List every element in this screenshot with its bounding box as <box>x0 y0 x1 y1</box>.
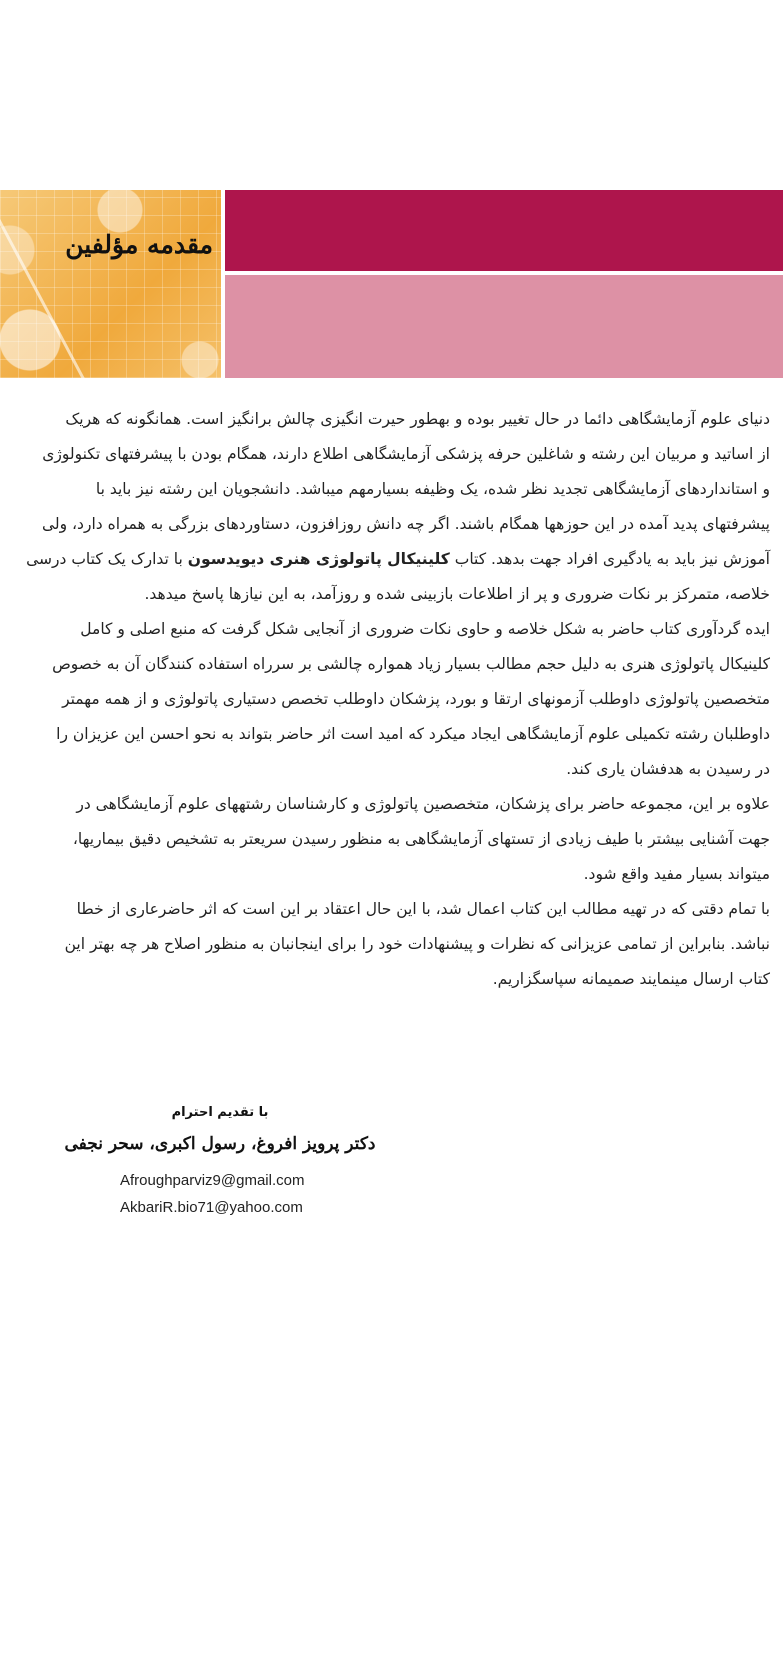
author-email: Afroughparviz9@gmail.com <box>120 1172 305 1189</box>
text-span: آموزش نیز باید به یادگیری افراد جهت بدهد. کتاب <box>454 550 770 568</box>
text-line: جهت آشنایی بیشتر با طیف زیادی از تستهای آزمایشگاهی به منظور رسیدن سریعتر به تشخیص دقیق بیماریها، <box>72 830 770 848</box>
preface-body <box>26 402 770 997</box>
text-line: از اساتید و مربیان این رشته و شاغلین حرفه پزشکی آزمایشگاهی اطلاع دارند، همگام بودن با پیشرفتهای تکنولوژی <box>42 445 770 463</box>
text-line <box>26 542 770 577</box>
text-line: ایده گردآوری کتاب حاضر به شکل خلاصه و حاوی نکات ضروری از آنجایی شکل گرفت که منبع اصلی و کامل <box>80 620 770 638</box>
header-bar-light <box>225 275 783 378</box>
text-line: با تمام دقتی که در تهیه مطالب این کتاب اعمال شد، با این حال اعتقاد بر این است که اثر حاضرعاری از خطا <box>76 900 770 918</box>
text-line: علاوه بر این، مجموعه حاضر برای پزشکان، متخصصین پاتولوژی و کارشناسان رشتههای علوم آزمایشگاهی در <box>76 795 770 813</box>
text-line: خلاصه، متمرکز بر نکات ضروری و پر از اطلاعات بازبینی شده و روزآمد، به این نیازها پاسخ میدهد. <box>144 585 770 603</box>
text-line: کتاب ارسال مینمایند صمیمانه سپاسگزاریم. <box>492 970 770 988</box>
author-email: AkbariR.bio71@yahoo.com <box>120 1199 303 1216</box>
text-line: میتواند بسیار مفید واقع شود. <box>583 865 770 883</box>
header-bar-dark <box>225 190 783 271</box>
signature-authors: دکتر پرویز افروغ، رسول اکبری، سحر نجفی <box>64 1134 376 1154</box>
text-line: کلینیکال پاتولوژی هنری به دلیل حجم مطالب بسیار زیاد همواره چالشی بر سرراه استفاده کنندگان آن به خصوص <box>52 655 770 673</box>
text-line: داوطلبان رشته تکمیلی علوم آزمایشگاهی ایجاد میکرد که امید است اثر حاضر بتواند به نحو احسن این عزیزان را <box>56 725 770 743</box>
text-line: دنیای علوم آزمایشگاهی دائما در حال تغییر بوده و بهطور حیرت انگیزی چالش برانگیز است. همانگونه که هریک <box>65 410 770 428</box>
header-decorative-image <box>0 190 221 378</box>
page-title: مقدمه مؤلفین <box>65 230 213 259</box>
text-line: پیشرفتهای پدید آمده در این حوزهها همگام باشند. اگر چه دانش روزافزون، دستاوردهای بزرگی به همراه دارد، ولی <box>42 515 770 533</box>
text-line: و استانداردهای آزمایشگاهی تجدید نظر شده، یک وظیفه بسیارمهم میباشد. دانشجویان این رشته نیز باید با <box>95 480 770 498</box>
text-line: در رسیدن به هدفشان یاری کند. <box>566 760 770 778</box>
text-span: با تدارک یک کتاب درسی <box>26 550 183 568</box>
text-line: متخصصین پاتولوژی داوطلب آزمونهای ارتقا و بورد، پزشکان داوطلب تخصص دستیاری پاتولوژی و از همه مهمتر <box>62 690 770 708</box>
book-title: کلینیکال پاتولوژی هنری دیویدسون <box>187 550 450 568</box>
signature-closing: با تقدیم احترام <box>171 1105 269 1120</box>
text-line: نباشد. بنابراین از تمامی عزیزانی که نظرات و پیشنهادات خود را برای اینجانبان به منظور اصلاح هر چه بهتر این <box>64 935 770 953</box>
